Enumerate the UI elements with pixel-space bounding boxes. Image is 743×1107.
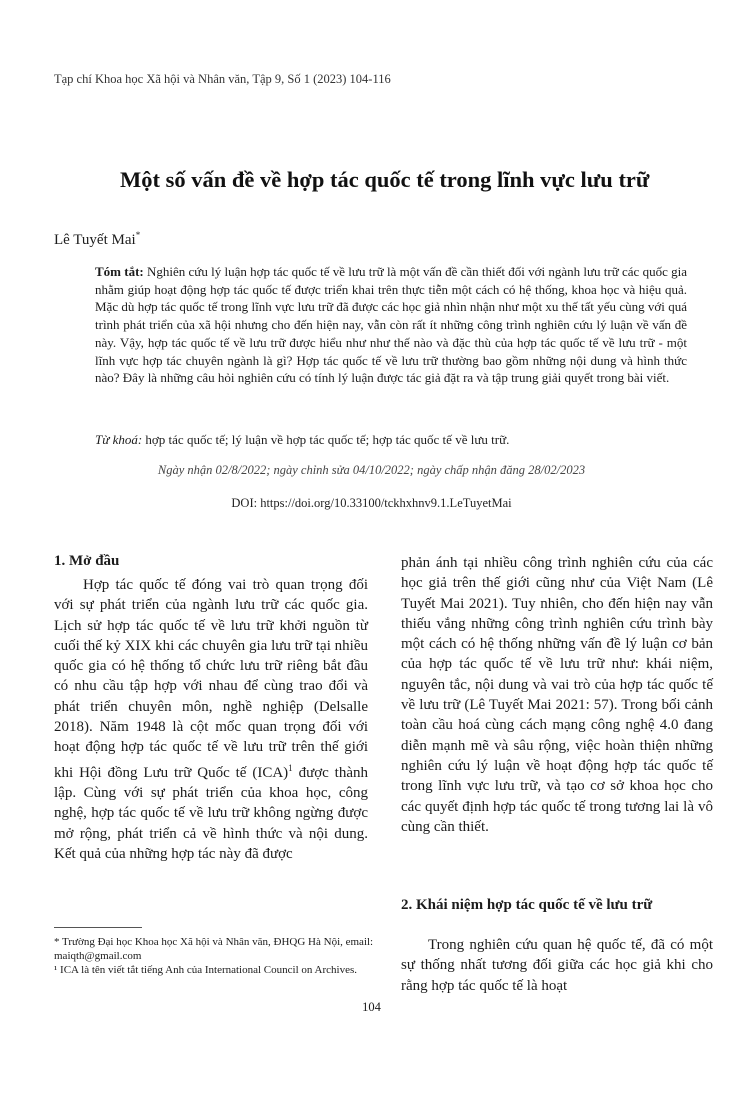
doi-link[interactable]: DOI: https://doi.org/10.33100/tckhxhnv9.1.LeTuyetMai bbox=[231, 496, 512, 510]
abstract bbox=[95, 263, 687, 387]
section-heading-concept: 2. Khái niệm hợp tác quốc tế về lưu trữ bbox=[401, 897, 653, 913]
intro-paragraph bbox=[54, 575, 368, 864]
abstract-label: Tóm tắt: bbox=[95, 264, 144, 279]
section-heading-introduction: 1. Mở đầu bbox=[54, 553, 120, 569]
keywords-text: hợp tác quốc tế; lý luận về hợp tác quốc tế; hợp tác quốc tế về lưu trữ. bbox=[142, 432, 510, 447]
author-line bbox=[54, 230, 140, 249]
abstract-text: Nghiên cứu lý luận hợp tác quốc tế về lưu trữ là một vấn đề cần thiết đối với ngành lưu trữ các quốc gia nhằm giúp hoạt động hợp tác quốc tế được triển khai trên thực tiễn một cách có hệ thống, khoa học và hiệu quả. Mặc dù hợp tác quốc tế trong lĩnh vực lưu trữ đã được các học giả nhìn nhận như một xu thế tất yếu cùng với quá trình phát triển của xã hội nhưng cho đến hiện nay, vẫn còn rất ít những công trình nghiên cứu lý luận về vấn đề này. Vậy, hợp tác quốc tế về lưu trữ được hiểu như như thế nào và đặc thù của hợp tác quốc tế về lưu trữ - một lĩnh vực hợp tác chuyên ngành là gì? Hợp tác quốc tế về lưu trữ thường bao gồm những nội dung và hình thức nào? Đây là những câu hỏi nghiên cứu có tính lý luận được tác giả đặt ra và tập trung giải quyết trong bài viết. bbox=[95, 264, 687, 386]
article-title: Một số vấn đề về hợp tác quốc tế trong lĩnh vực lưu trữ bbox=[120, 167, 650, 192]
intro-text-part2: được thành lập. Cùng với sự phát triển của khoa học, công nghệ, hợp tác quốc tế về lưu trữ không ngừng được mở rộng, phát triển cả về hình thức và nội dung. Kết quả của những hợp tác này đã được bbox=[54, 764, 369, 862]
footnote-affiliation: * Trường Đại học Khoa học Xã hội và Nhân văn, ĐHQG Hà Nội, email: maiqth@gmail.com bbox=[54, 936, 374, 962]
concept-paragraph: Trong nghiên cứu quan hệ quốc tế, đã có một sự thống nhất tương đối giữa các học giả khi cho rằng hợp tác quốc tế là hoạt bbox=[401, 937, 713, 994]
footnote-ref-1[interactable]: 1 bbox=[288, 762, 293, 773]
footnote-ica: ¹ ICA là tên viết tắt tiếng Anh của International Council on Archives. bbox=[54, 964, 357, 976]
journal-citation: Tạp chí Khoa học Xã hội và Nhân văn, Tập 9, Số 1 (2023) 104-116 bbox=[54, 72, 391, 86]
page-number: 104 bbox=[362, 1000, 381, 1014]
footnote-divider bbox=[54, 927, 142, 928]
intro-paragraph-continued: phản ánh tại nhiều công trình nghiên cứu của các học giả trên thế giới cũng như của Việt Nam (Lê Tuyết Mai 2021). Tuy nhiên, cho đến hiện nay vẫn thiếu vắng những công trình nghiên cứu trình bày một cách có hệ thống những vấn đề lý luận cơ bản của hợp tác quốc tế về lưu trữ như: khái niệm, nguyên tắc, nội dung và vai trò của hợp tác quốc tế về lưu trữ (Lê Tuyết Mai 2021: 57). Trong bối cảnh toàn cầu hoá cùng cách mạng công nghệ 4.0 đang diễn mạnh mẽ và sâu rộng, việc hoàn thiện những nghiên cứu lý luận về hoạt động hợp tác quốc tế trong lĩnh vực lưu trữ, và tạo cơ sở khoa học cho các quyết định hợp tác quốc tế trong tương lai là vô cùng cần thiết. bbox=[401, 555, 713, 835]
keywords-label: Từ khoá: bbox=[95, 432, 143, 447]
author-footnote-mark: * bbox=[135, 230, 141, 240]
article-dates: Ngày nhận 02/8/2022; ngày chỉnh sửa 04/10/2022; ngày chấp nhận đăng 28/02/2023 bbox=[157, 463, 586, 477]
author-name: Lê Tuyết Mai bbox=[54, 232, 136, 248]
intro-text-part1: Hợp tác quốc tế đóng vai trò quan trọng đối với sự phát triển của ngành lưu trữ các quốc gia. Lịch sử hợp tác quốc tế về lưu trữ khởi nguồn từ cuối thế kỷ XIX khi các chuyên gia lưu trữ tại nhiều quốc gia có hệ thống tổ chức lưu trữ riêng bắt đầu có nhu cầu tập hợp với nhau để cùng trao đổi và phát triển chuyên môn, nghề nghiệp (Delsalle 2018). Năm 1948 là cột mốc quan trọng đối với hoạt động hợp tác quốc tế về lưu trữ trên thế giới khi Hội đồng Lưu trữ Quốc tế (ICA) bbox=[54, 577, 368, 781]
keywords bbox=[95, 432, 687, 448]
